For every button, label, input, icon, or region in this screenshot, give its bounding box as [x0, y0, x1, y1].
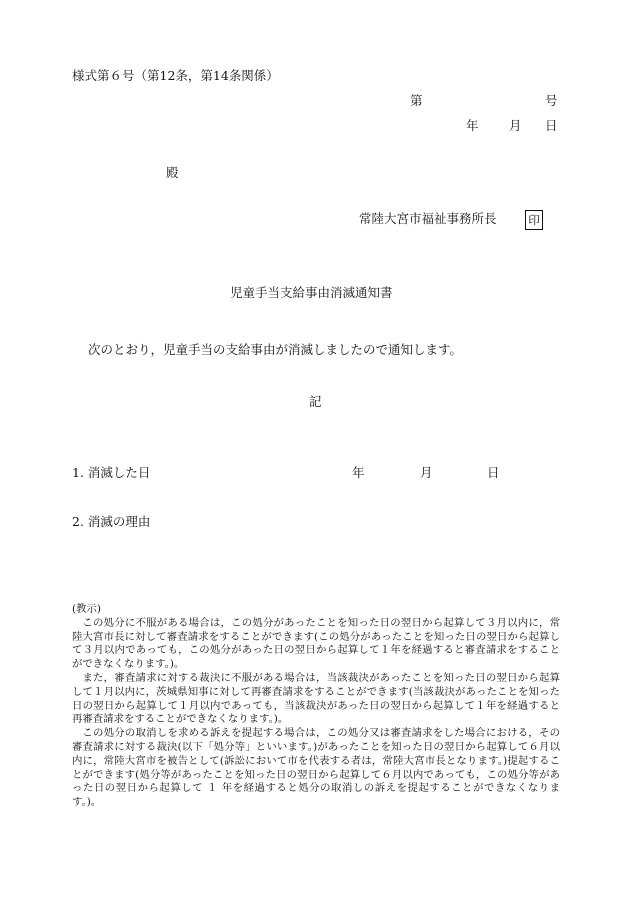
addressee-honorific: 殿 [166, 165, 179, 180]
date-month: 月 [509, 118, 522, 133]
item1-label: 1. 消滅した日 [72, 465, 151, 480]
number-prefix: 第 [410, 93, 423, 108]
document-title: 児童手当支給事由消滅通知書 [230, 285, 393, 300]
form-label: 様式第６号（第12条，第14条関係） [72, 68, 279, 83]
issuer: 常陸大宮市福祉事務所長 [359, 211, 497, 226]
notice-section [72, 603, 560, 810]
date-year: 年 [466, 118, 479, 133]
item2-label: 2. 消滅の理由 [72, 514, 151, 529]
item1-year: 年 [352, 465, 365, 480]
notice-paragraph-3: この処分の取消しを求める訴えを提起する場合は，この処分又は審査請求をした場合における，その審査請求に対する裁決(以下「処分等」といいます。)があったことを知った日の翌日から起算して６月以内に，常陸大宮市を被告として(訴訟において市を代表する者は，常陸大宮市長となります。)提起することができます(処分等があったことを知った日の翌日から起算して６月以内であっても，この処分等があった日の翌日から起算して １ 年を経過すると処分の取消しの訴えを提起することができなくなります。)。 [72, 727, 560, 809]
date-day: 日 [545, 118, 558, 133]
number-suffix: 号 [545, 93, 558, 108]
ki-mark: 記 [309, 394, 322, 409]
item1-day: 日 [487, 465, 500, 480]
notice-paragraph-2: また，審査請求に対する裁決に不服がある場合は，当該裁決があったことを知った日の翌日から起算して１月以内に，茨城県知事に対して再審査請求をすることができます(当該裁決があったことを知った日の翌日から起算して１月以内であっても，当該裁決があった日の翌日から起算して１年を経過すると再審査請求をすることができなくなります。)。 [72, 671, 560, 726]
body-text: 次のとおり，児童手当の支給事由が消滅しましたので通知します。 [88, 342, 463, 357]
item1-month: 月 [420, 465, 433, 480]
seal-mark: 印 [525, 210, 543, 230]
notice-paragraph-1: この処分に不服がある場合は，この処分があったことを知った日の翌日から起算して３月以内に，常陸大宮市長に対して審査請求をすることができます(この処分があったことを知った日の翌日から起算して３月以内であっても，この処分があった日の翌日から起算して１年を経過すると審査請求をすることができなくなります。)。 [72, 616, 560, 671]
notice-heading: (教示) [72, 603, 101, 615]
